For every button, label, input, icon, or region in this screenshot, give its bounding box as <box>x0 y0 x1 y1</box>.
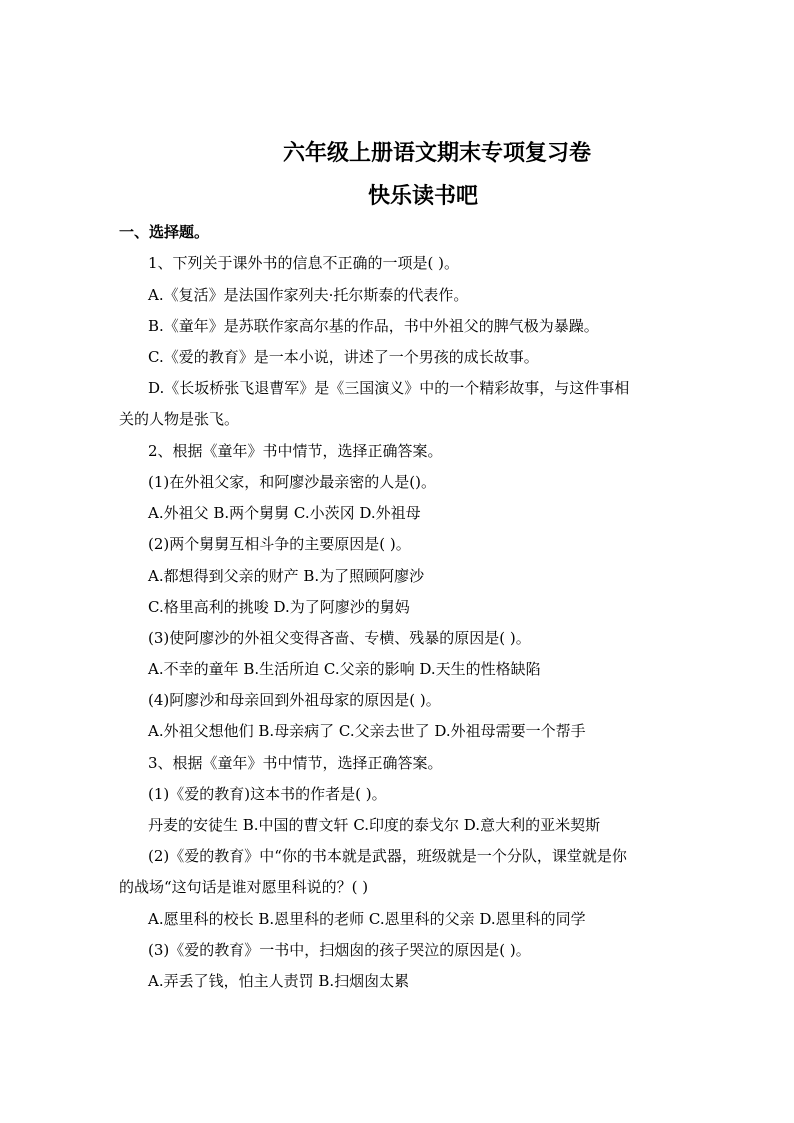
question-1-option-c: C.《爱的教育》是一本小说，讲述了一个男孩的成长故事。 <box>148 348 539 366</box>
section-heading: 一、选择题。 <box>119 223 210 241</box>
page-title: 六年级上册语文期末专项复习卷 <box>282 141 591 166</box>
question-1-stem: 1、下列关于课外书的信息不正确的一项是( )。 <box>148 254 460 272</box>
question-3-1-options: 丹麦的安徒生 B.中国的曹文轩 C.印度的泰戈尔 D.意大利的亚米契斯 <box>148 816 601 834</box>
question-1-option-d: D.《长坂桥张飞退曹军》是《三国演义》中的一个精彩故事，与这件事相 <box>148 379 630 397</box>
question-2-2-options-ab: A.都想得到父亲的财产 B.为了照顾阿廖沙 <box>148 567 425 585</box>
question-3-3-options: A.弄丢了钱，怕主人责罚 B.扫烟囱太累 <box>148 972 410 990</box>
question-2-1-stem: (1)在外祖父家，和阿廖沙最亲密的人是()。 <box>148 473 436 491</box>
question-1-option-d-continued: 关的人物是张飞。 <box>119 410 240 428</box>
question-3-stem: 3、根据《童年》书中情节，选择正确答案。 <box>148 754 443 772</box>
question-2-stem: 2、根据《童年》书中情节，选择正确答案。 <box>148 442 443 460</box>
question-2-1-options: A.外祖父 B.两个舅舅 C.小茨冈 D.外祖母 <box>148 504 421 522</box>
question-1-option-a: A.《复活》是法国作家列夫·托尔斯泰的代表作。 <box>148 286 469 304</box>
question-2-3-options: A.不幸的童年 B.生活所迫 C.父亲的影响 D.天生的性格缺陷 <box>148 660 541 678</box>
question-2-2-stem: (2)两个舅舅互相斗争的主要原因是( )。 <box>148 535 411 553</box>
question-2-4-stem: (4)阿廖沙和母亲回到外祖母家的原因是( )。 <box>148 691 441 709</box>
question-3-2-stem-continued: 的战场“这句话是谁对愿里科说的？( ) <box>119 878 369 896</box>
question-1-option-b: B.《童年》是苏联作家高尔基的作品，书中外祖父的脾气极为暴躁。 <box>148 317 599 335</box>
question-3-2-options: A.愿里科的校长 B.恩里科的老师 C.恩里科的父亲 D.恩里科的同学 <box>148 910 586 928</box>
question-2-2-options-cd: C.格里高利的挑唆 D.为了阿廖沙的舅妈 <box>148 598 410 616</box>
question-2-3-stem: (3)使阿廖沙的外祖父变得吝啬、专横、残暴的原因是( )。 <box>148 629 531 647</box>
question-2-4-options: A.外祖父想他们 B.母亲病了 C.父亲去世了 D.外祖母需要一个帮手 <box>148 722 586 740</box>
question-3-1-stem: (1)《爱的教育)这本书的作者是( )。 <box>148 785 387 803</box>
page-subtitle: 快乐读书吧 <box>367 184 478 209</box>
question-3-2-stem: (2)《爱的教育》中“你的书本就是武器，班级就是一个分队，课堂就是你 <box>148 847 627 865</box>
question-3-3-stem: (3)《爱的教育》一书中，扫烟囱的孩子哭泣的原因是( )。 <box>148 941 531 959</box>
